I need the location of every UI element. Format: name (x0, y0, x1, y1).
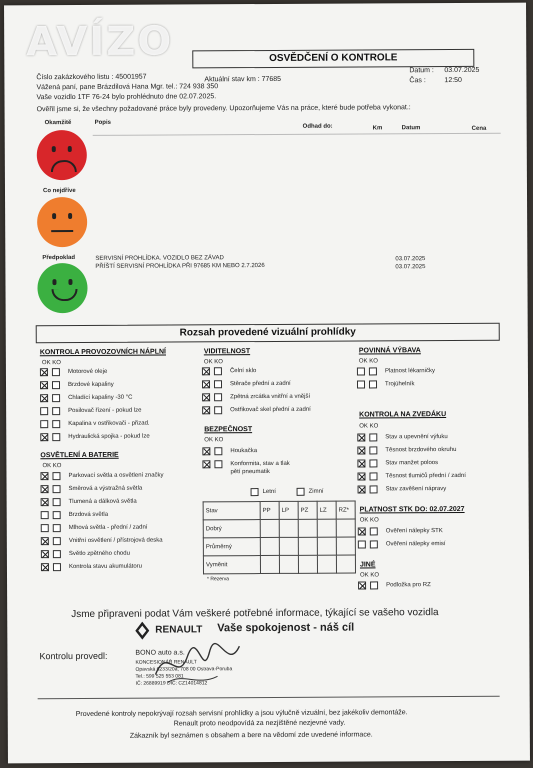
happy-face-icon (37, 263, 87, 313)
osvetleni-ko-checkbox[interactable] (53, 550, 61, 558)
label-predpoklad: Předpoklad (42, 255, 76, 262)
zvedak-ok-checkbox[interactable] (357, 433, 365, 441)
tire-head-pp: PP (260, 501, 279, 519)
note-1-date: 03.07.2025 (395, 256, 426, 263)
inspection-certificate (4, 3, 530, 764)
osvetleni-ko-checkbox[interactable] (53, 537, 61, 545)
section-povinna: POVINNÁ VÝBAVA (358, 347, 421, 355)
tire-table (203, 501, 356, 575)
stk-ok-checkbox[interactable] (358, 527, 366, 535)
zvedak-item-label: Těsnost tlumičů přední / zadní (385, 472, 466, 480)
osvetleni-item-label: Směrová a výstražná světla (68, 485, 143, 493)
stk-ko-checkbox[interactable] (370, 527, 378, 535)
stk-ko-checkbox[interactable] (370, 540, 378, 548)
dealer-type: KONCESIONÁŘ RENAULT (135, 659, 197, 666)
osvetleni-ko-checkbox[interactable] (53, 524, 61, 532)
provozni-ko-checkbox[interactable] (52, 394, 60, 402)
osvetleni-ko-checkbox[interactable] (53, 485, 61, 493)
provozni-ko-checkbox[interactable] (52, 433, 60, 441)
viditelnost-item-label: Zpětná zrcátka vnitřní a vnější (230, 393, 311, 401)
provozni-item-label: Hydraulická spojka - pokud lze (68, 433, 150, 441)
povinna-ko-checkbox[interactable] (369, 380, 377, 388)
watermark: AVÍZO (26, 18, 174, 66)
zvedak-ko-checkbox[interactable] (369, 433, 377, 441)
viditelnost-item-label: Stěrače přední a zadní (229, 380, 291, 388)
ready-text: Jsme připraveni podat Vám veškeré potřebné informace, týkající se vašeho vozidla (71, 607, 439, 621)
stk-ok-checkbox[interactable] (358, 540, 366, 548)
col-okamzite: Okamžitě (44, 120, 72, 127)
viditelnost-ok-checkbox[interactable] (202, 406, 210, 414)
zvedak-ok-checkbox[interactable] (357, 459, 365, 467)
range-title: Rozsah provedené vizuální prohlídky (36, 323, 500, 343)
osvetleni-ko-checkbox[interactable] (53, 498, 61, 506)
okko-provozni: OK KO (41, 360, 61, 367)
osvetleni-item-label: Brzdová světla (68, 511, 109, 519)
osvetleni-ko-checkbox[interactable] (53, 563, 61, 571)
col-popis: Popis (94, 119, 111, 126)
disclaimer-1: Provedené kontroly nepokrývají rozsah servisní prohlídky a jsou výlučně vizuální, bez jakékoliv demontáže. (75, 709, 408, 719)
note-2: PŘÍŠTÍ SERVISNÍ PROHLÍDKA PŘI 97685 KM NEBO 2.7.2026 (95, 263, 265, 270)
note-1: SERVISNÍ PROHLÍDKA. VOZIDLO BEZ ZÁVAD (95, 255, 224, 262)
okko-bezpecnost: OK KO (204, 437, 224, 444)
povinna-item-label: Trojúhelník (384, 381, 415, 388)
provozni-ok-checkbox[interactable] (40, 407, 48, 415)
tire-head-lz: LZ (317, 501, 336, 519)
jine-ok-checkbox[interactable] (358, 581, 366, 589)
zvedak-item-label: Stav a upevnění výfuku (385, 434, 448, 441)
bezpecnost-item-label: Konformita, stav a tlak (230, 460, 290, 468)
osvetleni-ok-checkbox[interactable] (41, 550, 49, 558)
provozni-ok-checkbox[interactable] (40, 433, 48, 441)
osvetleni-ko-checkbox[interactable] (52, 472, 60, 480)
signature-icon (147, 634, 247, 695)
mileage: Aktuální stav km : 77685 (204, 75, 282, 84)
osvetleni-item-label: Kontrola stavu akumulátoru (68, 563, 143, 571)
osvetleni-ok-checkbox[interactable] (41, 563, 49, 571)
tire-row-vymenit: Vyměnit (203, 556, 260, 574)
dealer-name: BONO auto a.s. (135, 649, 185, 657)
provozni-ok-checkbox[interactable] (40, 394, 48, 402)
zvedak-item-label: Stav manžet poloos (385, 460, 439, 467)
provozni-ko-checkbox[interactable] (52, 381, 60, 389)
osvetleni-item-label: Parkovací světla a osvětlení značky (68, 472, 164, 480)
zvedak-ok-checkbox[interactable] (357, 472, 365, 480)
letni-label: Letní (262, 488, 276, 496)
section-bezpecnost: BEZPEČNOST (204, 426, 253, 434)
osvetleni-ok-checkbox[interactable] (41, 537, 49, 545)
tire-head-pz: PZ (298, 501, 317, 519)
zvedak-ok-checkbox[interactable] (357, 446, 365, 454)
viditelnost-item-label: Ostřikovač skel přední a zadní (230, 406, 311, 414)
osvetleni-ok-checkbox[interactable] (41, 511, 49, 519)
okko-jine: OK KO (359, 572, 380, 579)
provozni-item-label: Chladící kapaliny -30 °C (68, 394, 133, 402)
section-viditelnost: VIDITELNOST (203, 348, 251, 356)
zvedak-ko-checkbox[interactable] (369, 446, 377, 454)
okko-osvetleni: OK KO (42, 463, 62, 470)
date-label: Datum : (409, 67, 434, 75)
osvetleni-ok-checkbox[interactable] (40, 472, 48, 480)
brand-name: RENAULT (155, 624, 203, 636)
tire-head-stav: Stav (203, 502, 260, 520)
viditelnost-ko-checkbox[interactable] (214, 393, 222, 401)
osvetleni-item-label: Mlhová světla - přední / zadní (68, 524, 148, 532)
rezerva-note: * Rezerva (207, 576, 229, 583)
bezpecnost-ko-checkbox[interactable] (214, 460, 222, 468)
zvedak-item-label: Těsnost brzdového okruhu (385, 447, 457, 454)
povinna-item-label: Platnost lékarničky (384, 368, 435, 375)
col-cena: Cena (471, 125, 487, 132)
okko-stk: OK KO (359, 517, 379, 524)
povinna-ok-checkbox[interactable] (357, 380, 365, 388)
osvetleni-ok-checkbox[interactable] (41, 498, 49, 506)
osvetleni-ok-checkbox[interactable] (41, 485, 49, 493)
bezpecnost-ok-checkbox[interactable] (202, 447, 210, 455)
time-value: 12:50 (444, 76, 462, 85)
osvetleni-ko-checkbox[interactable] (53, 511, 61, 519)
zimni-label: Zimní (308, 488, 324, 495)
time-label: Čas : (409, 77, 426, 85)
col-datum: Datum (401, 125, 421, 132)
slogan: Vaše spokojenost - náš cíl (217, 621, 355, 635)
jine-ko-checkbox[interactable] (370, 581, 378, 589)
bezpecnost-ko-checkbox[interactable] (214, 447, 222, 455)
zvedak-ko-checkbox[interactable] (369, 472, 377, 480)
provozni-ko-checkbox[interactable] (52, 368, 60, 376)
intro-line: Ověřil jsme si, že všechny požadované práce byly provedeny. Upozorňujeme Vás na práce, které bude potřeba vykonat.: (36, 104, 411, 114)
bezpecnost-ok-checkbox[interactable] (202, 460, 210, 468)
stk-item-label: Ověření nálepky STK (385, 528, 443, 535)
zvedak-item-label: Stav zavěšení nápravy (385, 486, 447, 493)
order-number: Číslo zakázkového listu : 45001957 (36, 73, 147, 82)
viditelnost-item-label: Čelní sklo (229, 368, 257, 375)
tire-row-dobry: Dobrý (203, 520, 260, 538)
jine-item-label: Podložka pro RZ (386, 582, 431, 589)
provozni-item-label: Kapalina v ostřikovači - přizad. (68, 420, 150, 428)
provozni-ko-checkbox[interactable] (52, 407, 60, 415)
viditelnost-ko-checkbox[interactable] (214, 380, 222, 388)
tire-head-rz: RZ* (336, 501, 355, 519)
viditelnost-ok-checkbox[interactable] (202, 393, 210, 401)
provozni-item-label: Brzdové kapaliny (67, 381, 114, 389)
dealer-phone: Tel.: 599 525 553 081 (135, 673, 184, 680)
section-stk: PLATNOST STK DO: 02.07.2027 (359, 505, 465, 514)
neutral-face-icon (37, 197, 87, 247)
section-osvetleni: OSVĚTLENÍ A BATERIE (40, 451, 119, 460)
section-jine: JINÉ (359, 561, 376, 569)
viditelnost-ko-checkbox[interactable] (214, 367, 222, 375)
povinna-ko-checkbox[interactable] (369, 367, 377, 375)
provozni-ok-checkbox[interactable] (40, 381, 48, 389)
bezpecnost-item-label: pětí pneumatik (230, 468, 270, 476)
okko-viditelnost: OK KO (203, 359, 223, 366)
tire-row-prumerny: Průměrný (203, 538, 260, 556)
tire-head-lp: LP (279, 501, 298, 519)
col-odhad: Odhad do: (302, 123, 333, 130)
page-title: OSVĚDČENÍ O KONTROLE (192, 49, 474, 68)
label-co-nejdrive: Co nejdříve (42, 187, 76, 195)
sad-face-icon (37, 130, 87, 180)
osvetleni-item-label: Světlo zpětného chodu (68, 550, 130, 558)
provozni-ko-checkbox[interactable] (52, 420, 60, 428)
zvedak-ko-checkbox[interactable] (369, 459, 377, 467)
col-km: Km (372, 125, 383, 132)
viditelnost-ko-checkbox[interactable] (214, 406, 222, 414)
viditelnost-ok-checkbox[interactable] (202, 380, 210, 388)
provozni-item-label: Posilovač řízení - pokud lze (68, 407, 142, 415)
letni-checkbox[interactable] (251, 488, 259, 496)
zimni-checkbox[interactable] (297, 488, 305, 496)
okko-zvedak: OK KO (359, 423, 379, 430)
note-2-date: 03.07.2025 (395, 264, 426, 271)
osvetleni-item-label: Vnitřní osvětlení / přístrojová deska (68, 537, 163, 545)
dealer-ids: IČ: 26889919 DIČ: CZ14014812 (135, 680, 208, 687)
disclaimer-2: Renault proto neodpovídá za nezjištěné nezjevné vady. (173, 719, 346, 728)
zvedak-ko-checkbox[interactable] (370, 485, 378, 493)
provozni-item-label: Motorové oleje (67, 368, 108, 376)
section-provozni: KONTROLA PROVOZOVNÍCH NÁPLNÍ (39, 348, 166, 357)
zvedak-ok-checkbox[interactable] (358, 485, 366, 493)
date-value: 03.07.2025 (444, 66, 480, 75)
stk-item-label: Ověření nálepky emisí (385, 541, 446, 548)
section-zvedak: KONTROLA NA ZVEDÁKU (359, 411, 447, 419)
osvetleni-item-label: Tlumená a dálková světla (68, 498, 137, 506)
provedl-label: Kontrolu provedl: (39, 650, 108, 662)
okko-povinna: OK KO (358, 358, 378, 365)
povinna-ok-checkbox[interactable] (357, 367, 365, 375)
osvetleni-ok-checkbox[interactable] (41, 524, 49, 532)
provozni-ok-checkbox[interactable] (40, 368, 48, 376)
dealer-address: Opavská 6233/20a, 708 00 Ostrava-Poruba (135, 666, 233, 673)
viditelnost-ok-checkbox[interactable] (202, 367, 210, 375)
provozni-ok-checkbox[interactable] (40, 420, 48, 428)
vehicle-line: Vaše vozidlo 1TF 76-24 bylo prohlédnuto dne 02.07.2025. (36, 93, 217, 102)
greeting: Vážená paní, pane Brázdilová Hana Mgr. tel.: 724 938 350 (36, 83, 219, 92)
disclaimer-3: Zákazník byl seznámen s obsahem a bere na vědomí zde uvedené informace. (129, 731, 373, 740)
bezpecnost-item-label: Houkačka (230, 448, 258, 455)
